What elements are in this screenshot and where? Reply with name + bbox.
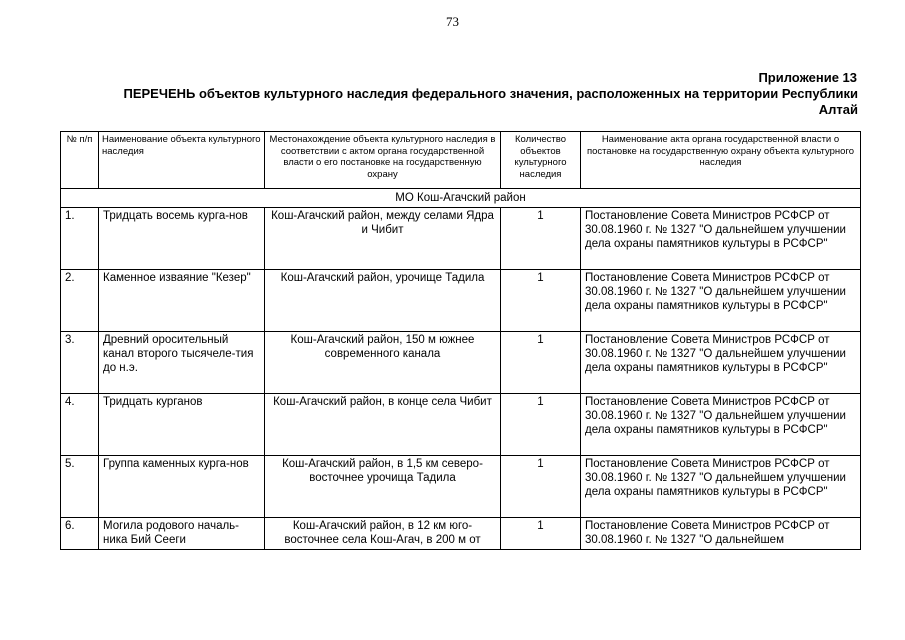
object-name: Древний оросительный канал второго тысячеле-тия до н.э. bbox=[99, 332, 265, 394]
protection-act: Постановление Совета Министров РСФСР от 30.08.1960 г. № 1327 "О дальнейшем улучшении дела охраны памятников культуры в РСФСР" bbox=[581, 270, 861, 332]
object-location: Кош-Агачский район, 150 м южнее современного канала bbox=[265, 332, 501, 394]
object-count: 1 bbox=[501, 394, 581, 456]
object-name: Тридцать восемь курга-нов bbox=[99, 208, 265, 270]
heritage-table bbox=[60, 131, 861, 550]
row-number: 1. bbox=[61, 208, 99, 270]
document-title bbox=[62, 86, 858, 118]
object-count: 1 bbox=[501, 270, 581, 332]
table-row bbox=[61, 456, 861, 518]
title-line-2: Алтай bbox=[818, 102, 858, 117]
object-location: Кош-Агачский район, в конце села Чибит bbox=[265, 394, 501, 456]
object-count: 1 bbox=[501, 456, 581, 518]
header-name: Наименование объекта культурного наследия bbox=[99, 132, 265, 189]
table-row bbox=[61, 270, 861, 332]
table-row bbox=[61, 518, 861, 550]
protection-act: Постановление Совета Министров РСФСР от 30.08.1960 г. № 1327 "О дальнейшем улучшении дела охраны памятников культуры в РСФСР" bbox=[581, 456, 861, 518]
row-number: 5. bbox=[61, 456, 99, 518]
object-count: 1 bbox=[501, 332, 581, 394]
object-location: Кош-Агачский район, урочище Тадила bbox=[265, 270, 501, 332]
protection-act: Постановление Совета Министров РСФСР от 30.08.1960 г. № 1327 "О дальнейшем улучшении дела охраны памятников культуры в РСФСР" bbox=[581, 208, 861, 270]
object-location: Кош-Агачский район, в 1,5 км северо-восточнее урочища Тадила bbox=[265, 456, 501, 518]
header-number: № п/п bbox=[61, 132, 99, 189]
page-number: 73 bbox=[446, 14, 459, 29]
object-name: Каменное изваяние "Кезер" bbox=[99, 270, 265, 332]
object-location: Кош-Агачский район, в 12 км юго-восточнее села Кош-Агач, в 200 м от bbox=[265, 518, 501, 550]
appendix-label: Приложение 13 bbox=[758, 70, 857, 85]
region-label: МО Кош-Агачский район bbox=[61, 189, 861, 208]
object-name: Группа каменных курга-нов bbox=[99, 456, 265, 518]
header-row bbox=[61, 132, 861, 189]
protection-act: Постановление Совета Министров РСФСР от 30.08.1960 г. № 1327 "О дальнейшем bbox=[581, 518, 861, 550]
header-count: Количество объектов культурного наследия bbox=[501, 132, 581, 189]
protection-act: Постановление Совета Министров РСФСР от 30.08.1960 г. № 1327 "О дальнейшем улучшении дела охраны памятников культуры в РСФСР" bbox=[581, 332, 861, 394]
table-row bbox=[61, 208, 861, 270]
table-row bbox=[61, 394, 861, 456]
title-line-1: ПЕРЕЧЕНЬ объектов культурного наследия федерального значения, расположенных на территории Республики bbox=[123, 86, 858, 101]
region-row bbox=[61, 189, 861, 208]
table-row bbox=[61, 332, 861, 394]
row-number: 6. bbox=[61, 518, 99, 550]
header-act: Наименование акта органа государственной власти о постановке на государственную охрану объекта культурного наследия bbox=[581, 132, 861, 189]
row-number: 3. bbox=[61, 332, 99, 394]
row-number: 2. bbox=[61, 270, 99, 332]
object-count: 1 bbox=[501, 518, 581, 550]
object-name: Тридцать курганов bbox=[99, 394, 265, 456]
object-location: Кош-Агачский район, между селами Ядра и Чибит bbox=[265, 208, 501, 270]
object-name: Могила родового началь-ника Бий Сееги bbox=[99, 518, 265, 550]
object-count: 1 bbox=[501, 208, 581, 270]
header-location: Местонахождение объекта культурного наследия в соответствии с актом органа государственной власти о его постановке на государственную охрану bbox=[265, 132, 501, 189]
row-number: 4. bbox=[61, 394, 99, 456]
protection-act: Постановление Совета Министров РСФСР от 30.08.1960 г. № 1327 "О дальнейшем улучшении дела охраны памятников культуры в РСФСР" bbox=[581, 394, 861, 456]
